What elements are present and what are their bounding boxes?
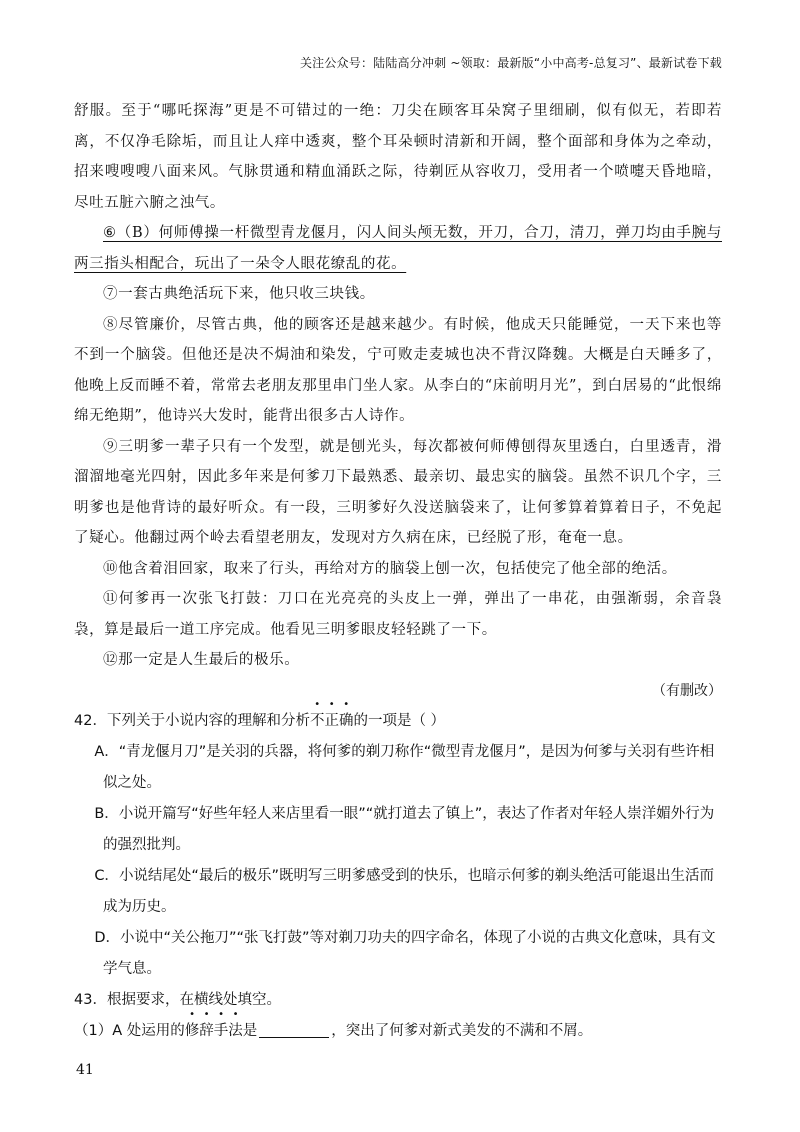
emphasis-char: 法 xyxy=(228,1022,243,1039)
emphasis-char: 不 xyxy=(309,712,325,729)
sub-question-text: ，突出了何爹对新式美发的不满和不屑。 xyxy=(331,1022,593,1039)
question-42-stem-end: 的一项是（ ） xyxy=(353,712,446,729)
question-42-stem: 42．下列关于小说内容的理解和分析 xyxy=(74,712,310,729)
underlined-sentence-b: ⑥（B）何师傅操一杆微型青龙偃月，闪人间头颅无数，开刀，合刀，清刀，弹刀均由手腕与两三指头相配合，玩出了一朵令人眼花缭乱的花。 xyxy=(74,225,722,272)
paragraph-6 xyxy=(74,218,722,279)
story-text xyxy=(74,96,722,676)
option-c[interactable] xyxy=(74,861,722,923)
option-text: 小说结尾处“最后的极乐”既明写三明爹感受到的快乐，也暗示何爹的剃头绝活可能退出生活而成为历史。 xyxy=(103,867,714,915)
question-42-title xyxy=(74,706,722,737)
option-key: D． xyxy=(94,929,120,946)
page-content xyxy=(74,96,722,1047)
emphasis-char: 确 xyxy=(338,712,354,729)
paragraph-continued: 舒服。至于“哪吒探海”更是不可错过的一绝：刀尖在顾客耳朵窝子里细刷，似有似无，若即若离，不仅净毛除垢，而且让人痒中透爽，整个耳朵顿时清新和开阔，整个面部和身体为之牵动，招来嗖嗖嗖八面来风。气脉贯通和精血涌跃之际，待剃匠从容收刀，受用者一个喷嚏天昏地暗，尽吐五脏六腑之浊气。 xyxy=(74,103,722,211)
option-text: “青龙偃月刀”是关羽的兵器，将何爹的剃刀称作“微型青龙偃月”，是因为何爹与关羽有些许相似之处。 xyxy=(103,743,715,791)
option-key: C． xyxy=(94,867,119,884)
option-key: B． xyxy=(94,805,119,822)
answer-blank[interactable] xyxy=(259,1021,329,1038)
option-text: 小说开篇写“好些年轻人来店里看一眼”“就打道去了镇上”，表达了作者对年轻人崇洋媚外行为的强烈批判。 xyxy=(103,805,715,853)
question-42 xyxy=(74,706,722,985)
paragraph-10: ⑩他含着泪回家，取来了行头，再给对方的脑袋上刨一次，包括使完了他全部的绝活。 xyxy=(103,560,677,577)
option-text: 小说中“关公拖刀”“张飞打鼓”等对剃刀功夫的四字命名，体现了小说的古典文化意味，具有文学气息。 xyxy=(103,929,716,977)
emphasis-char: 辞 xyxy=(199,1022,214,1039)
sub-question-text: （1）A 处运用的 xyxy=(74,1022,185,1039)
paragraph-9: ⑨三明爹一辈子只有一个发型，就是刨光头，每次都被何师傅刨得灰里透白，白里透青，滑溜溜地毫光四射，因此多年来是何爹刀下最熟悉、最亲切、最忠实的脑袋。虽然不识几个字，三明爹也是他背诗的最好听众。有一段，三明爹好久没送脑袋来了，让何爹算着算着日子，不免起了疑心。他翻过两个岭去看望老朋友，发现对方久病在床，已经脱了形，奄奄一息。 xyxy=(74,438,722,546)
paragraph-8: ⑧尽管廉价，尽管古典，他的顾客还是越来越少。有时候，他成天只能睡觉，一天下来也等不到一个脑袋。但他还是决不焗油和染发，宁可败走麦城也决不背汉降魏。大概是白天睡多了，他晚上反而睡不着，常常去老朋友那里串门坐人家。从李白的“床前明月光”，到白居易的“此恨绵绵无绝期”，他诗兴大发时，能背出很多古人诗作。 xyxy=(74,316,722,424)
page-header: 关注公众号：陆陆高分冲刺 ~领取：最新版“小中高考-总复习”、最新试卷下载 xyxy=(299,56,722,70)
question-43 xyxy=(74,985,722,1047)
sub-question-text: 是 xyxy=(242,1022,258,1039)
paragraph-12: ⑫那一定是人生最后的极乐。 xyxy=(103,652,300,668)
emphasis-char: 手 xyxy=(213,1022,229,1039)
option-d[interactable] xyxy=(74,923,722,985)
emphasis-char: 正 xyxy=(324,712,339,729)
paragraph-11: ⑪何爹再一次张飞打鼓：刀口在光亮亮的头皮上一弹，弹出了一串花，由强渐弱，余音袅袅，算是最后一道工序完成。他看见三明爹眼皮轻轻跳了一下。 xyxy=(74,591,722,638)
page-number: 41 xyxy=(76,1062,94,1078)
question-43-title: 43．根据要求，在横线处填空。 xyxy=(74,991,281,1008)
emphasis-char: 修 xyxy=(184,1022,200,1039)
option-key: A． xyxy=(94,743,119,760)
option-b[interactable] xyxy=(74,799,722,861)
source-note: （有删改） xyxy=(652,682,722,699)
option-a[interactable] xyxy=(74,737,722,799)
question-43-sub-1 xyxy=(74,1016,722,1047)
paragraph-7: ⑦一套古典绝活玩下来，他只收三块钱。 xyxy=(103,286,375,302)
